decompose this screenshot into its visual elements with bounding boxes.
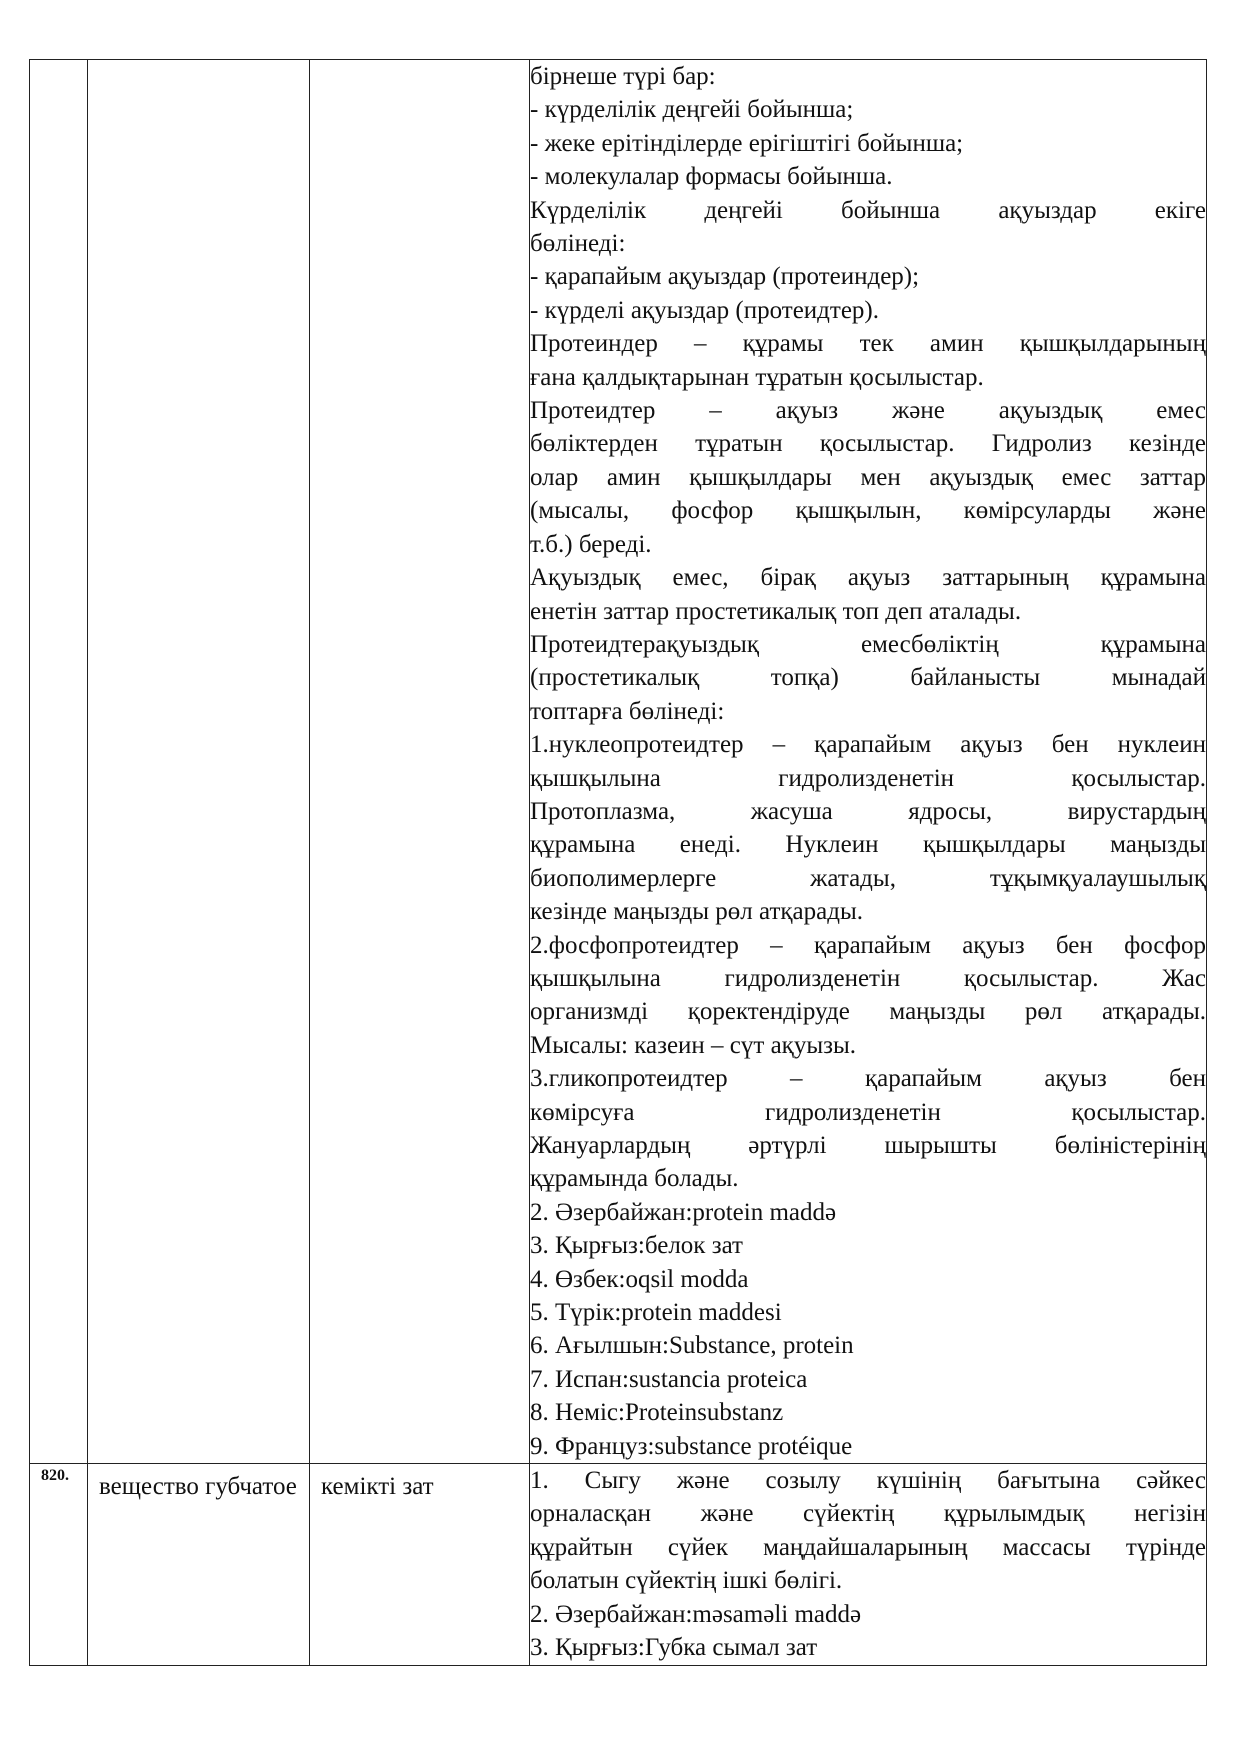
definition-line: Жануарлардың әртүрлі шырышты бөліністерінің [530, 1132, 1206, 1159]
definition-line: құрамына енеді. Нуклеин қышқылдары маңызды [530, 831, 1206, 859]
definition-line: бөліктерден тұратын қосылыстар. Гидролиз кезінде [530, 430, 1206, 458]
definition-line: олар амин қышқылдары мен ақуыздық емес заттар [530, 463, 1206, 491]
translation-turkish: 5. Түрік:protein maddesi [530, 1299, 782, 1327]
translation-english: 6. Ағылшын:Substance, protein [530, 1332, 854, 1360]
definition-line: енетін заттар простетикалық топ деп аталады. [530, 597, 1022, 625]
translation-uzbek: 4. Өзбек:oqsil modda [530, 1265, 749, 1293]
definition-line: 1.нуклеопротеидтер – қарапайым ақуыз бен нуклеин [530, 731, 1206, 759]
definition-line: Протеидтер – ақуыз және ақуыздық емес [530, 397, 1206, 425]
entry-number [30, 60, 87, 62]
entry-number: 820. [41, 1467, 69, 1485]
definition-line: 2.фосфопротеидтер – қарапайым ақуыз бен фосфор [530, 931, 1206, 959]
table-row [30, 1464, 1207, 1665]
table-row [30, 60, 1207, 1464]
translation-german: 8. Неміс:Proteinsubstanz [530, 1399, 784, 1427]
definition-line: қышқылына гидролизденетін қосылыстар. Жас [530, 964, 1206, 992]
russian-term-cell [88, 60, 310, 1464]
definition-line: - күрделілік деңгейі бойынша; [530, 96, 854, 124]
definition-line: - жеке ерітінділерде ерігіштігі бойынша; [530, 129, 964, 157]
definition-line: құрамында болады. [530, 1165, 739, 1193]
definition-line: топтарға бөлінеді: [530, 697, 725, 725]
kazakh-term-cell [310, 1464, 530, 1665]
definition-line: бөлінеді: [530, 230, 626, 258]
definition-line: Протеидтерақуыздық емесбөліктің құрамына [530, 630, 1206, 658]
definition-line: құрайтын сүйек маңдайшаларының массасы түрінде [530, 1533, 1206, 1561]
definition-line: Мысалы: казеин – сүт ақуызы. [530, 1031, 857, 1059]
definition-cell [530, 1464, 1207, 1665]
translation-kyrgyz: 3. Қырғыз:белок зат [530, 1232, 743, 1260]
definition-line: бірнеше түрі бар: [530, 63, 716, 90]
kazakh-term [310, 60, 529, 66]
definition-line: (простетикалық топқа) байланысты мынадай [530, 664, 1206, 692]
definition-line: (мысалы, фосфор қышқылын, көмірсуларды және [530, 497, 1206, 525]
translation-kyrgyz: 3. Қырғыз:Губка сымал зат [530, 1634, 818, 1662]
definition-line: Күрделілік деңгейі бойынша ақуыздар екіге [530, 196, 1206, 224]
definition-cell [530, 60, 1207, 1464]
definition-line: биополимерлерге жатады, тұқымқуалаушылық [530, 864, 1206, 892]
definition-line: орналасқан және сүйектің құрылымдық негізін [530, 1500, 1206, 1528]
definition-line: көмірсуға гидролизденетін қосылыстар. [530, 1098, 1206, 1126]
definition-line: Протеиндер – құрамы тек амин қышқылдарының [530, 330, 1206, 358]
definition-line: қышқылына гидролизденетін қосылыстар. [530, 764, 1206, 792]
definition-line: болатын сүйектің ішкі бөлігі. [530, 1567, 843, 1595]
definition-line: ғана қалдықтарынан тұратын қосылыстар. [530, 363, 984, 391]
definition-line: кезінде маңызды рөл атқарады. [530, 898, 864, 926]
translation-azerbaijani: 2. Әзербайжан:protein maddə [530, 1198, 837, 1226]
russian-term-cell [88, 1464, 310, 1665]
translation-french: 9. Француз:substance protéique [530, 1432, 853, 1460]
entry-number-cell [30, 1464, 88, 1665]
definition-line: Ақуыздық емес, бірақ ақуыз заттарының құрамына [530, 564, 1206, 592]
definition-line: организмді қоректендіруде маңызды рөл атқарады. [530, 998, 1206, 1026]
russian-term [88, 60, 309, 66]
definition-line: - күрделі ақуыздар (протеидтер). [530, 296, 879, 324]
russian-term: вещество губчатое [99, 1473, 297, 1501]
dictionary-table [29, 59, 1207, 1666]
definition-line: - молекулалар формасы бойынша. [530, 163, 893, 191]
definition-line: Протоплазма, жасуша ядросы, вирустардың [530, 797, 1206, 825]
kazakh-term-cell [310, 60, 530, 1464]
kazakh-term: кемікті зат [321, 1473, 434, 1501]
definition-line: т.б.) береді. [530, 530, 652, 558]
entry-number-cell [30, 60, 88, 1464]
definition-line: - қарапайым ақуыздар (протеиндер); [530, 263, 920, 291]
definition-line: 1. Сыгу және созылу күшінің бағытына сәйкес [530, 1467, 1206, 1495]
definition-line: 3.гликопротеидтер – қарапайым ақуыз бен [530, 1065, 1206, 1093]
translation-azerbaijani: 2. Әзербайжан:məsaməli maddə [530, 1600, 862, 1628]
translation-spanish: 7. Испан:sustancia proteica [530, 1365, 808, 1393]
